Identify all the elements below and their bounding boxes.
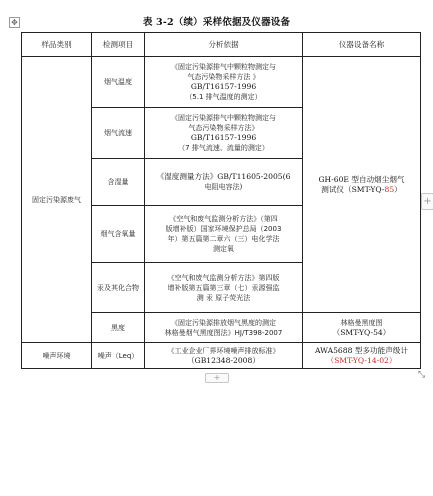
equipment-prefix: 测试仪（SMT-YQ- [321, 184, 385, 194]
equipment-line: （SMT-YQ-54） [332, 327, 391, 337]
category-stationary-source: 固定污染源废气 [22, 57, 92, 343]
category-noise-environment: 噪声环境 [22, 343, 92, 369]
item-oxygen-content: 烟气含氧量 [92, 206, 145, 263]
table-row [22, 57, 421, 108]
equipment-suffix: ） [394, 184, 402, 194]
basis-line: 版增补版）国家环境保护总局（2003 [165, 225, 282, 233]
basis-line: 气态污染物采样方法 》 [187, 73, 260, 81]
basis-line: 林格曼烟气黑度图法》HJ/T398-2007 [164, 328, 283, 337]
table-resize-handle-icon[interactable]: ⤡ [417, 370, 426, 380]
basis-line: 《固定污染源排放烟气黑度的测定 [171, 318, 276, 327]
basis-line: GB/T16157-1996 [190, 82, 257, 91]
table-row [22, 343, 421, 369]
basis-line: 测定氧 [213, 245, 234, 253]
basis-noise [145, 343, 303, 369]
basis-line: 增补版第五篇第三章（七）汞源强监 [167, 283, 280, 292]
equipment-code: 85 [384, 184, 395, 194]
basis-line: 《固定污染源排气中颗粒物测定与 [171, 63, 276, 71]
add-row-icon[interactable]: + [205, 373, 229, 383]
item-flue-gas-velocity: 烟气流速 [92, 108, 145, 159]
basis-flue-gas-temperature [145, 57, 303, 108]
equipment-line: AWA5688 型多功能声级计 [315, 345, 408, 355]
basis-line: （GB12348-2008） [187, 355, 260, 365]
equipment-line: 林格曼黑度图 [340, 318, 383, 327]
basis-line: 《空气和废气监测分析方法》第四版 [167, 273, 280, 282]
basis-line: 气态污染物采样方法》 [188, 124, 259, 132]
header-test-item: 检测项目 [92, 33, 145, 57]
basis-flue-gas-velocity [145, 108, 303, 159]
item-blackness: 黑度 [92, 313, 145, 343]
item-flue-gas-temperature: 烟气温度 [92, 57, 145, 108]
table-move-handle-icon[interactable]: ✥ [9, 17, 20, 28]
basis-line: 电阻电容法) [204, 183, 243, 191]
equipment-code: （SMT-YQ-14-02） [326, 355, 397, 365]
equipment-line: GH-60E 型自动烟尘烟气 [318, 174, 405, 184]
header-sample-category: 样品类别 [22, 33, 92, 57]
header-analysis-basis: 分析依据 [145, 33, 303, 57]
basis-line: 《空气和废气监测分析方法》（第四 [169, 215, 278, 223]
basis-line: 《工业企业厂界环境噪声排放标准》 [167, 346, 280, 355]
basis-line: GB/T16157-1996 [190, 133, 257, 142]
table-header-row [22, 33, 421, 57]
basis-blackness [145, 313, 303, 343]
equipment-awa5688 [303, 343, 421, 369]
table-title: 表 3-2（续）采样依据及仪器设备 [142, 17, 291, 28]
basis-line: 《湿度测量方法》GB/T11605-2005(6 [156, 172, 291, 181]
item-noise-leq: 噪声（Leq） [92, 343, 145, 369]
equipment-ringelmann-chart [303, 313, 421, 343]
equipment-line [305, 185, 418, 195]
add-column-icon[interactable]: + [421, 193, 433, 210]
basis-line: 年）第五篇第二章六（三）电化学法 [167, 235, 280, 243]
equipment-gh60e [303, 57, 421, 313]
basis-line: 测 汞 原子荧光法 [196, 293, 251, 302]
basis-oxygen-content [145, 206, 303, 263]
basis-line: （5.1 排气温度的测定） [185, 93, 262, 101]
item-moisture-content: 含湿量 [92, 159, 145, 206]
basis-mercury-compounds [145, 263, 303, 313]
basis-moisture-content [145, 159, 303, 206]
header-equipment-name: 仪器设备名称 [303, 33, 421, 57]
item-mercury-compounds: 汞及其化合物 [92, 263, 145, 313]
basis-line: 《固定污染源排气中颗粒物测定与 [171, 114, 276, 122]
sampling-basis-table [21, 32, 421, 369]
basis-line: （7 排气流速、流量的测定） [178, 144, 269, 152]
